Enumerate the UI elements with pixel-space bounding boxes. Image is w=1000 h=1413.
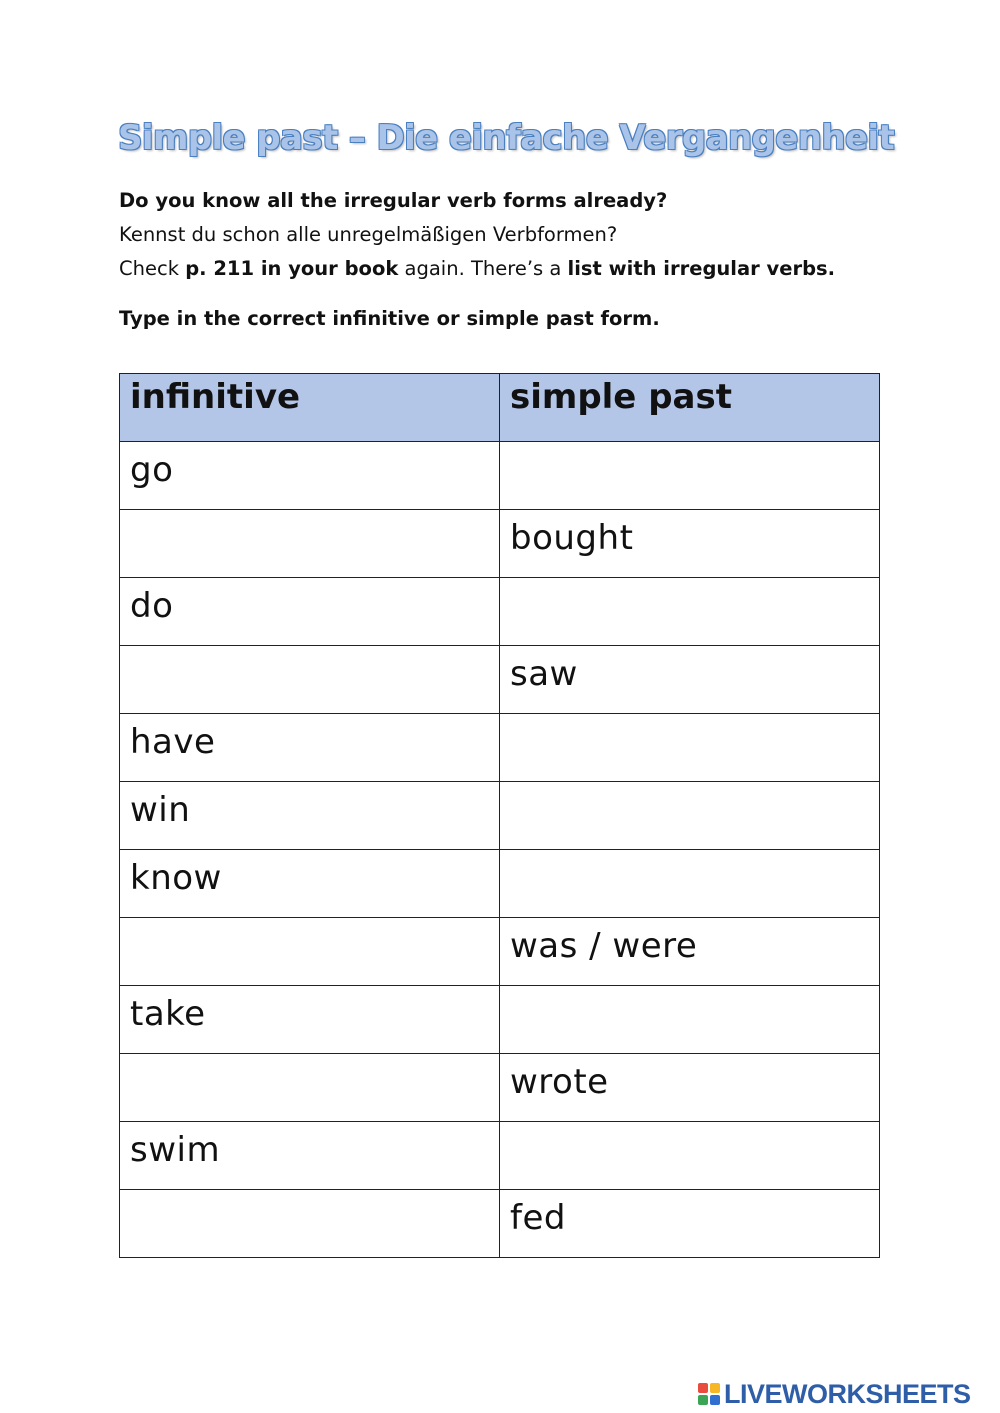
- infinitive-cell[interactable]: [120, 1190, 500, 1258]
- instruction-text: Type in the correct infinitive or simple past form.: [119, 307, 660, 330]
- infinitive-cell: go: [120, 442, 500, 510]
- simple-past-cell[interactable]: [500, 986, 880, 1054]
- simple-past-cell: bought: [500, 510, 880, 578]
- simple-past-cell[interactable]: [500, 714, 880, 782]
- table-row: [120, 850, 880, 918]
- intro-question-en: Do you know all the irregular verb forms already?: [119, 189, 668, 212]
- worksheet-title: Simple past – Die einfache Vergangenheit: [118, 118, 895, 158]
- table-row: [120, 986, 880, 1054]
- table-row: [120, 510, 880, 578]
- infinitive-cell[interactable]: [120, 510, 500, 578]
- table-row: [120, 1054, 880, 1122]
- reference-page: p. 211 in your book: [185, 257, 399, 280]
- simple-past-cell: saw: [500, 646, 880, 714]
- table-row: [120, 578, 880, 646]
- infinitive-cell: know: [120, 850, 500, 918]
- simple-past-cell: was / were: [500, 918, 880, 986]
- table-row: [120, 714, 880, 782]
- simple-past-cell[interactable]: [500, 782, 880, 850]
- liveworksheets-logo: [698, 1378, 971, 1410]
- header-simple-past: simple past: [500, 374, 880, 442]
- table-row: [120, 782, 880, 850]
- simple-past-cell[interactable]: [500, 1122, 880, 1190]
- infinitive-cell[interactable]: [120, 918, 500, 986]
- simple-past-cell[interactable]: [500, 442, 880, 510]
- reference-text-1: Check: [119, 257, 186, 280]
- table-row: [120, 1190, 880, 1258]
- intro-question-de: Kennst du schon alle unregelmäßigen Verbformen?: [119, 223, 618, 246]
- header-infinitive: infinitive: [120, 374, 500, 442]
- simple-past-cell: wrote: [500, 1054, 880, 1122]
- intro-text: [119, 184, 899, 286]
- infinitive-cell: take: [120, 986, 500, 1054]
- infinitive-cell: win: [120, 782, 500, 850]
- simple-past-cell[interactable]: [500, 578, 880, 646]
- intro-reference: [119, 252, 899, 286]
- table-header-row: [120, 374, 880, 442]
- verb-table: [119, 373, 880, 1258]
- table-row: [120, 1122, 880, 1190]
- infinitive-cell: swim: [120, 1122, 500, 1190]
- reference-list: list with irregular verbs.: [567, 257, 836, 280]
- infinitive-cell[interactable]: [120, 646, 500, 714]
- logo-grid-icon: [698, 1383, 720, 1405]
- simple-past-cell[interactable]: [500, 850, 880, 918]
- table-row: [120, 918, 880, 986]
- infinitive-cell: do: [120, 578, 500, 646]
- infinitive-cell: have: [120, 714, 500, 782]
- table-row: [120, 442, 880, 510]
- infinitive-cell[interactable]: [120, 1054, 500, 1122]
- reference-text-2: again. There’s a: [398, 257, 568, 280]
- table-row: [120, 646, 880, 714]
- logo-text: LIVEWORKSHEETS: [724, 1378, 971, 1409]
- simple-past-cell: fed: [500, 1190, 880, 1258]
